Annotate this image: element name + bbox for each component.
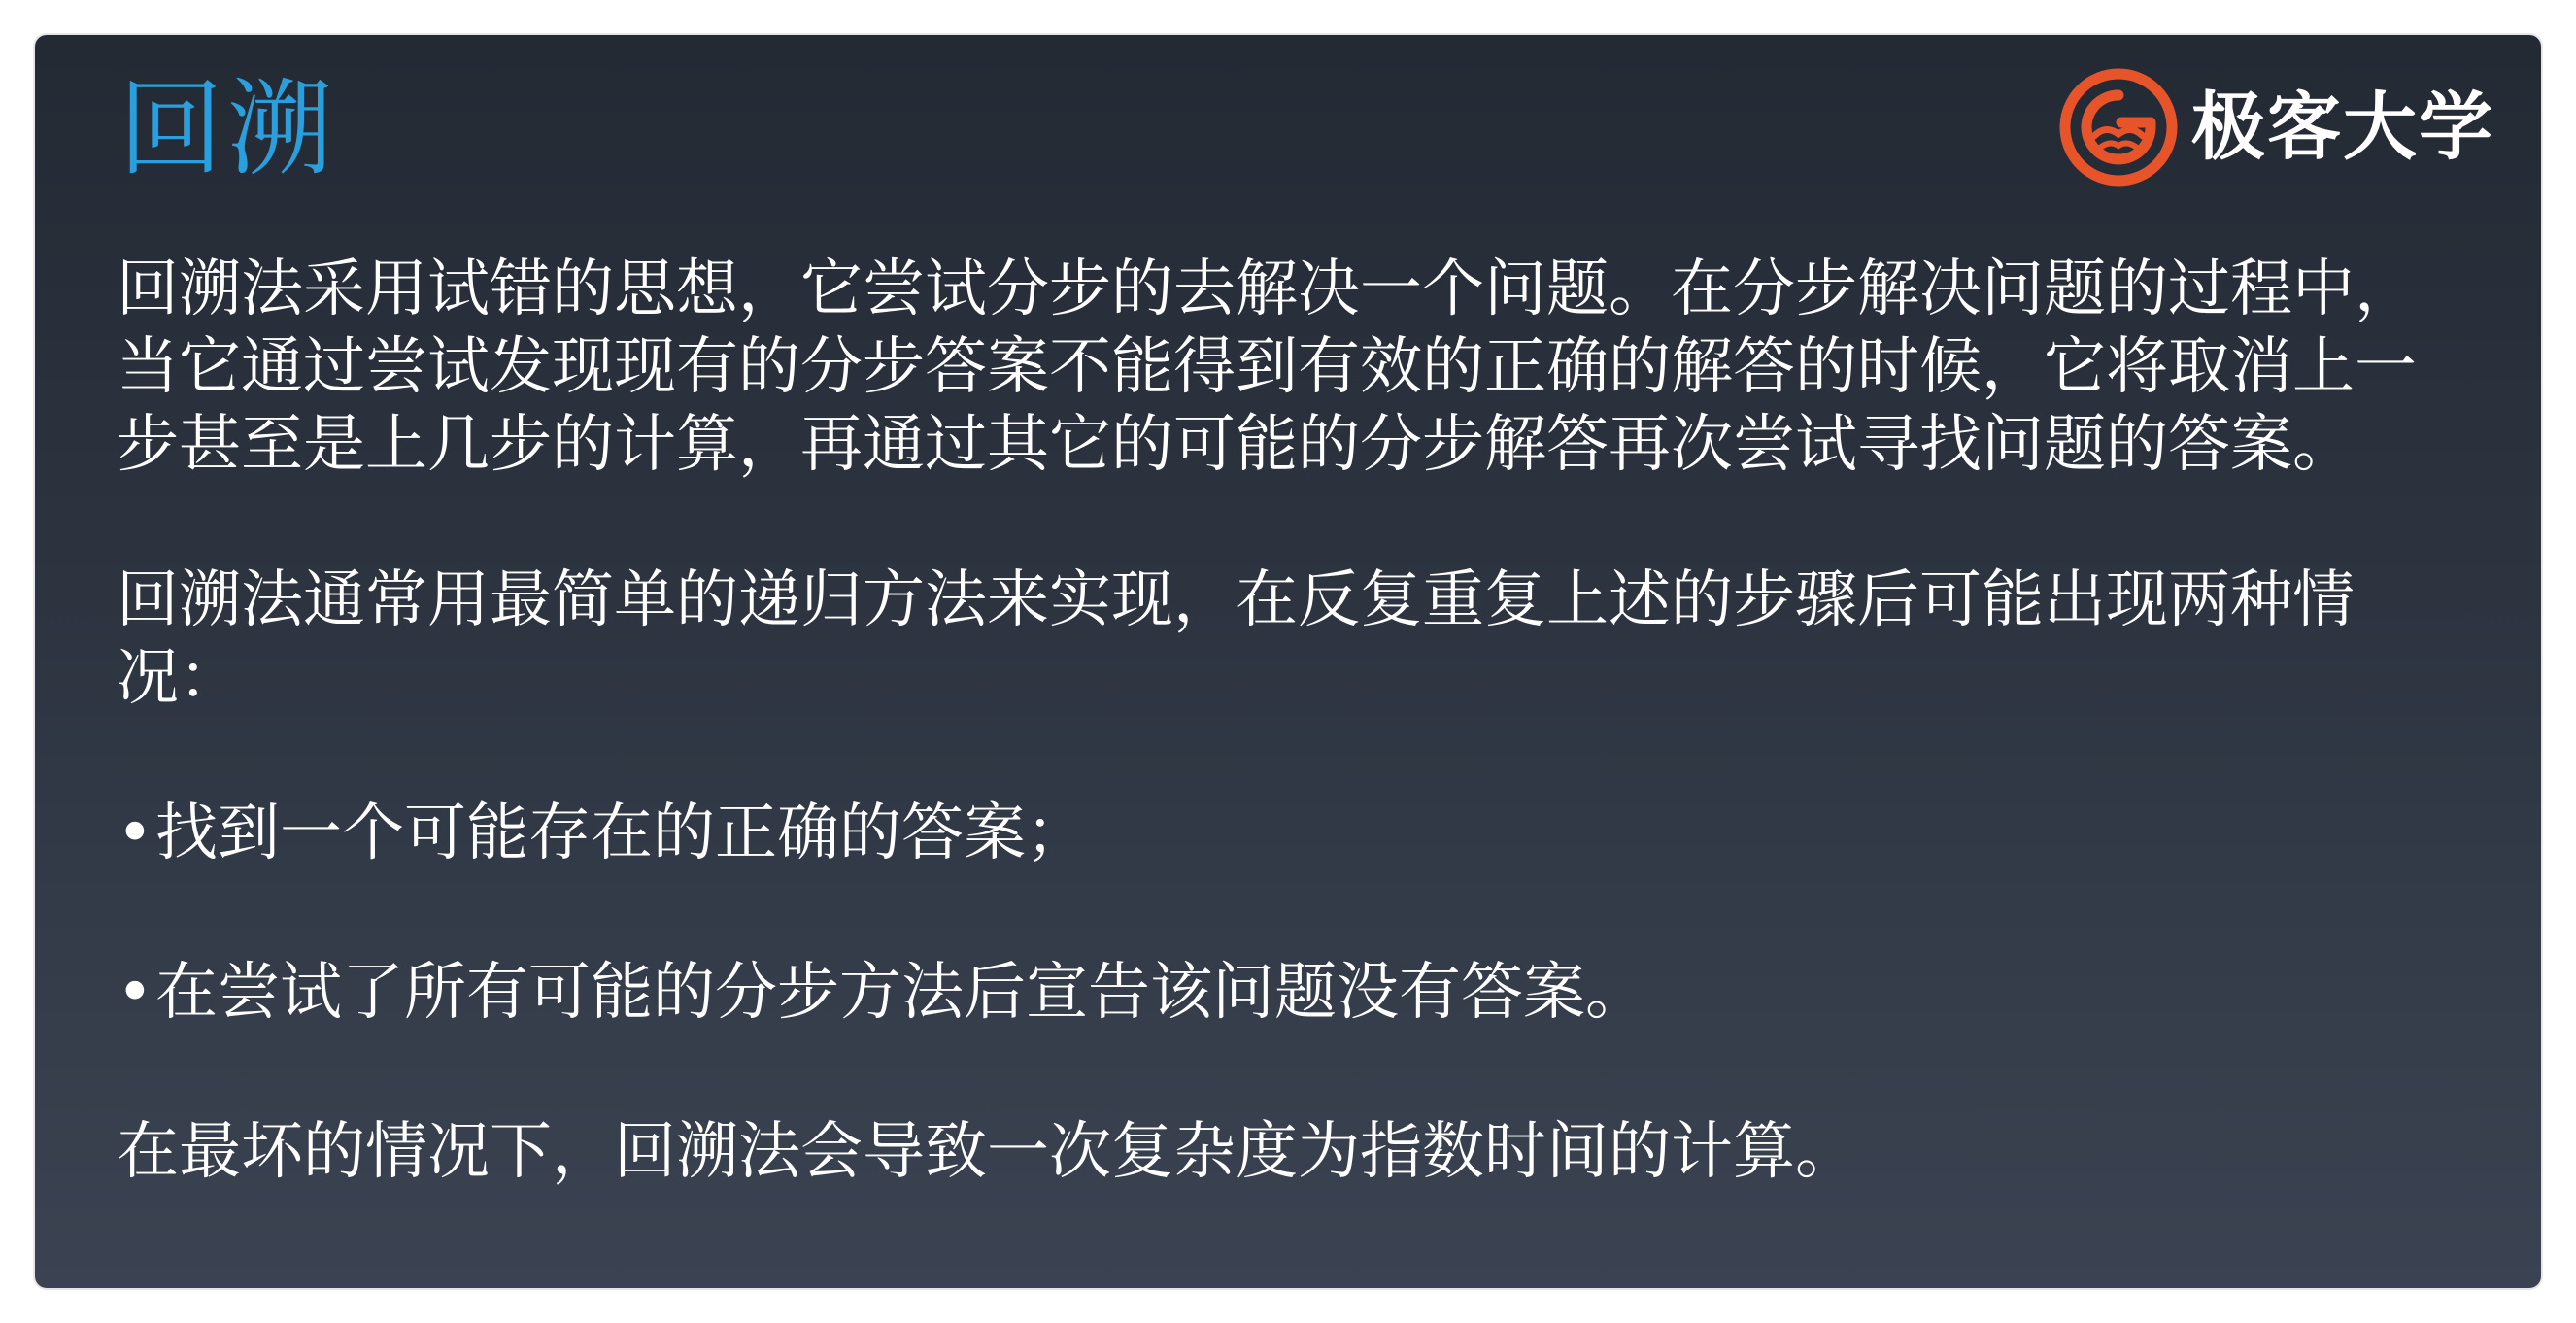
bullet-marker: • [117, 797, 153, 869]
bullet-item [117, 795, 2438, 872]
paragraph-intro: 回溯法采用试错的思想，它尝试分步的去解决一个问题。在分步解决问题的过程中，当它通过尝试发现现有的分步答案不能得到有效的正确的解答的时候，它将取消上一步甚至是上几步的计算，再通过其它的可能的分步解答再次尝试寻找问题的答案。 [117, 254, 2417, 481]
slide-title: 回溯 [119, 69, 337, 190]
bullet-text: 找到一个可能存在的正确的答案； [155, 797, 1088, 869]
paragraph-conclusion: 在最坏的情况下，回溯法会导致一次复杂度为指数时间的计算。 [117, 1116, 1857, 1188]
slide-body [117, 251, 2438, 1191]
bullet-item [117, 954, 2438, 1032]
geek-university-logo-icon [2059, 68, 2178, 187]
brand-name: 极客大学 [2191, 84, 2494, 170]
slide-frame [35, 35, 2541, 1288]
paragraph-recursion: 回溯法通常用最简单的递归方法来实现，在反复重复上述的步骤后可能出现两种情况： [117, 564, 2355, 714]
bullet-text: 在尝试了所有可能的分步方法后宣告该问题没有答案。 [155, 957, 1647, 1029]
bullet-marker: • [117, 957, 153, 1029]
brand-logo [2059, 64, 2494, 190]
